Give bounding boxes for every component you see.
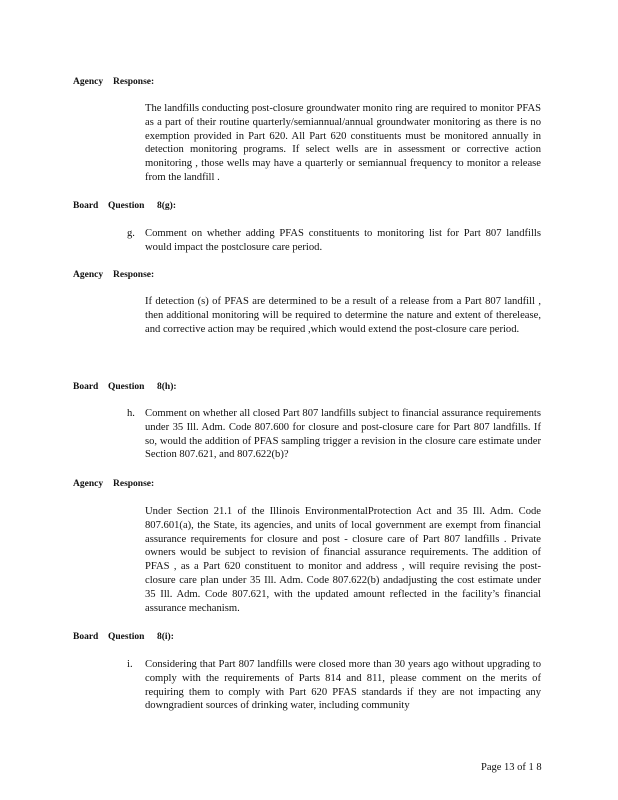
agency-response-text: If detection (s) of PFAS are determined to be a result of a release from a Part 807 landfill , then additional monitoring will be required to determine the nature and extent of therelease, and corrective action may be required ,which would extend the post-closure care period. xyxy=(145,296,541,335)
response-label: Response: xyxy=(113,479,155,489)
page-number: Page 13 of 1 8 xyxy=(481,762,542,773)
board-question-text: Comment on whether adding PFAS constituents to monitoring list for Part 807 landfills would impact the postclosure care period. xyxy=(145,228,541,253)
item-letter: g. xyxy=(127,228,135,239)
board-label: Board xyxy=(73,201,99,211)
agency-label: Agency xyxy=(73,479,104,489)
item-letter: i. xyxy=(127,659,133,670)
agency-label: Agency xyxy=(73,77,104,87)
question-number: 8(i): xyxy=(157,632,174,642)
board-question-item xyxy=(127,407,541,462)
agency-label: Agency xyxy=(73,270,104,280)
question-number: 8(g): xyxy=(157,201,176,211)
board-label: Board xyxy=(73,632,99,642)
board-question-text: Considering that Part 807 landfills were closed more than 30 years ago without upgrading to comply with the requirements of Parts 814 and 811, please comment on the merits of requiring them to comply with Part 620 PFAS standards if they are not impacting any downgradient sources of drinking water, including community xyxy=(145,659,541,712)
question-label: Question xyxy=(108,632,145,642)
item-letter: h. xyxy=(127,408,135,419)
question-number: 8(h): xyxy=(157,382,177,392)
board-label: Board xyxy=(73,382,99,392)
agency-response-text: The landfills conducting post-closure groundwater monito ring are required to monitor PFAS as a part of their routine quarterly/semiannual/annual groundwater monitoring as there is no exemption provided in Part 620. All Part 620 constituents must be monitored annually in detection monitoring programs. If select wells are in assessment or corrective action monitoring , those wells may have a quarterly or semiannual frequency to monitor a release from the landfill . xyxy=(145,103,541,183)
agency-response-text: Under Section 21.1 of the Illinois EnvironmentalProtection Act and 35 Ill. Adm. Code 807.601(a), the State, its agencies, and units of local government are exempt from financial assurance requirements for closure and post - closure care of Part 807 landfills . Private owners would be subject to revision of financial assurance requirements. The addition of PFAS , as a Part 620 constituent to monitor and address , will require revising the post-closure care plan under 35 Ill. Adm. Code 807.622(b) andadjusting the cost estimate under 35 Ill. Adm. Code 807.621, with the updated amount reflected in the facility’s financial assurance mechanism. xyxy=(145,506,541,614)
board-question-item xyxy=(127,227,541,255)
board-question-text: Comment on whether all closed Part 807 landfills subject to financial assurance requirements under 35 Ill. Adm. Code 807.600 for closure and post-closure care for Part 807 landfills. If so, would the addition of PFAS sampling trigger a revision in the closure care estimate under Section 807.621, and 807.622(b)? xyxy=(145,408,541,461)
question-label: Question xyxy=(108,382,145,392)
response-label: Response: xyxy=(113,77,155,87)
response-label: Response: xyxy=(113,270,155,280)
question-label: Question xyxy=(108,201,145,211)
board-question-item xyxy=(127,658,541,713)
